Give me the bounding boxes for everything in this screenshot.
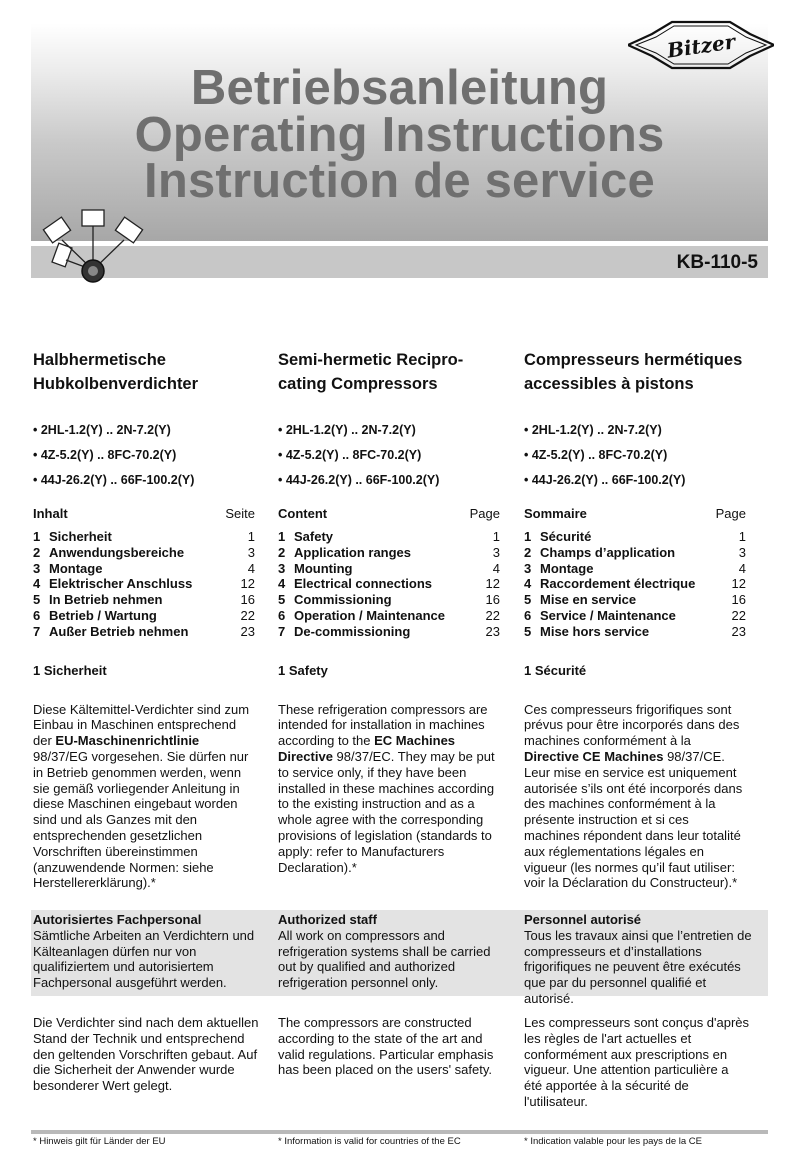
toc-page: 4 (247, 560, 255, 576)
toc-title: Application ranges (294, 544, 412, 560)
toc-row[interactable] (524, 529, 746, 545)
safety-paragraph (33, 702, 255, 892)
toc-row[interactable] (524, 592, 746, 608)
toc-page: 23 (485, 623, 500, 639)
staff-title: Personnel autorisé (524, 912, 642, 927)
footnote-french: * Indication valable pour les pays de la CE (524, 1136, 702, 1147)
toc-row[interactable] (33, 624, 255, 640)
safety-paragraph (524, 702, 746, 892)
toc-number: 6 (278, 607, 286, 623)
toc-title: Champs d’application (540, 544, 676, 560)
toc-number: 1 (524, 529, 532, 544)
toc-page: 23 (240, 623, 255, 639)
toc-number: 4 (33, 576, 41, 592)
product-heading (278, 348, 500, 400)
construction-paragraph-german: Die Verdichter sind nach dem aktuellen Stand der Technik und entsprechend den geltenden Vorschriften gebaut. Auf die Sicherheit der Anwender wurde besonderer Wert gelegt. (33, 1015, 259, 1094)
model-list (278, 421, 500, 496)
toc-row[interactable] (278, 592, 500, 608)
staff-text: Sämtliche Arbeiten an Verdichtern und Kälteanlagen dürfen nur von qualifiziertem und autorisiertem Fachpersonal ausgeführt werden. (33, 927, 255, 991)
footer-rule (31, 1130, 768, 1134)
heading-line: Compresseurs hermétiques (524, 351, 743, 369)
toc-title: Mise en service (540, 592, 637, 608)
paragraph-text: 98/37/EC. They may be put to service only, if they have been installed in these machines according to the existing instruction and as a whole agree with the corresponding provisions of legislation (standards to apply: refer to Manufacturers Declaration).* (278, 748, 495, 875)
toc-number: 3 (524, 560, 532, 576)
toc-header (524, 506, 746, 528)
toc-page: 1 (738, 529, 746, 544)
toc-number: 5 (524, 623, 532, 639)
toc-page: 4 (492, 560, 500, 576)
title-german: Betriebsanleitung (190, 61, 609, 115)
paragraph-text: Diese Kältemittel-Verdichter sind zum Einbau in Maschinen entsprechend der (33, 701, 250, 749)
toc-row[interactable] (278, 624, 500, 640)
paragraph-text: 98/37/EG vorgesehen. Sie dürfen nur in Betrieb genommen werden, wenn sie gemäß vorliegender Anleitung in diese Maschinen eingebaut worden sind und als Ganzes mit den entsprechenden gesetzlichen Vorschriften übereinstimmen (anzuwendende Normen: siehe Herstellererklärung).* (33, 748, 249, 891)
toc-label: Content (278, 506, 328, 521)
model-range: • 2HL-1.2(Y) .. 2N-7.2(Y) (278, 423, 416, 437)
table-of-contents (278, 529, 500, 640)
toc-page: 1 (492, 529, 500, 544)
section-title: 1 Safety (278, 662, 328, 678)
staff-title: Autorisiertes Fachpersonal (33, 912, 202, 927)
toc-row[interactable] (33, 561, 255, 577)
toc-page: 12 (240, 576, 255, 592)
toc-number: 5 (278, 592, 286, 608)
toc-title: In Betrieb nehmen (49, 592, 163, 608)
toc-title: Außer Betrieb nehmen (49, 623, 189, 639)
toc-label: Inhalt (33, 506, 68, 521)
toc-number: 6 (33, 607, 41, 623)
toc-title: Mise hors service (540, 623, 650, 639)
staff-title: Authorized staff (278, 912, 377, 927)
toc-header (278, 506, 500, 528)
title-english: Operating Instructions (134, 108, 665, 162)
toc-title: Montage (49, 560, 103, 576)
bitzer-logo (628, 20, 774, 70)
paragraph-text: These refrigeration compressors are intended for installation in machines according to the (278, 701, 488, 749)
model-range: • 4Z-5.2(Y) .. 8FC-70.2(Y) (33, 448, 177, 462)
toc-number: 2 (33, 544, 41, 560)
footnote-german: * Hinweis gilt für Länder der EU (33, 1136, 166, 1147)
toc-page: 16 (731, 592, 746, 608)
toc-row[interactable] (33, 529, 255, 545)
toc-title: Sicherheit (49, 529, 112, 544)
toc-page: 23 (731, 623, 746, 639)
toc-number: 7 (278, 623, 286, 639)
table-of-contents (524, 529, 746, 640)
model-range: • 2HL-1.2(Y) .. 2N-7.2(Y) (524, 423, 662, 437)
staff-text: Tous les travaux ainsi que l’entretien de compresseurs et d’installations frigorifiques ne peuvent être exécutés que par du personnel qualifié et autorisé. (524, 927, 752, 1006)
paragraph-text: 98/37/CE. Leur mise en service est uniquement autorisée s’ils ont été incorporés dans des machines conformément à la présente instruction et si ces machines répondent dans leur totalité aux réglementations légales en vigueur (les normes qu’il faut utiliser: voir la Déclaration du Constructeur).* (524, 748, 743, 891)
directive-name: EU-Maschinenrichtlinie (55, 733, 200, 749)
toc-number: 4 (524, 576, 532, 592)
toc-title: Operation / Maintenance (294, 607, 445, 623)
toc-row[interactable] (524, 561, 746, 577)
toc-row[interactable] (524, 545, 746, 561)
toc-title: Service / Maintenance (540, 607, 676, 623)
authorized-staff-french (524, 912, 754, 1007)
toc-page: 22 (485, 607, 500, 623)
toc-row[interactable] (278, 576, 500, 592)
model-list (524, 421, 746, 496)
toc-page-label: Seite (225, 506, 255, 521)
toc-page: 22 (240, 607, 255, 623)
heading-line: Hubkolbenverdichter (33, 375, 199, 393)
toc-page: 3 (738, 544, 746, 560)
toc-number: 7 (33, 623, 41, 639)
footnote-english: * Information is valid for countries of the EC (278, 1136, 461, 1147)
toc-row[interactable] (33, 545, 255, 561)
directive-name: EC Machines Directive (278, 733, 456, 764)
toc-row[interactable] (524, 576, 746, 592)
directive-name: Directive CE Machines (524, 748, 664, 764)
toc-number: 1 (33, 529, 41, 544)
toc-title: Sécurité (540, 529, 592, 544)
toc-page-label: Page (715, 506, 746, 521)
toc-page: 3 (492, 544, 500, 560)
toc-page: 3 (247, 544, 255, 560)
toc-number: 3 (278, 560, 286, 576)
toc-title: Anwendungsbereiche (49, 544, 185, 560)
toc-title: Raccordement électrique (540, 576, 696, 592)
authorized-staff-german (33, 912, 263, 991)
toc-page: 4 (738, 560, 746, 576)
product-heading (33, 348, 255, 400)
authorized-staff-english (278, 912, 508, 991)
toc-title: Electrical connections (294, 576, 432, 592)
column-english (278, 348, 500, 875)
paragraph-text: Ces compresseurs frigorifiques sont prévus pour être incorporés dans des machines conformément à la (524, 701, 740, 749)
toc-title: Mounting (294, 560, 353, 576)
heading-line: accessibles à pistons (524, 375, 694, 393)
toc-page: 16 (485, 592, 500, 608)
heading-line: Halbhermetische (33, 351, 166, 369)
product-heading (524, 348, 746, 400)
toc-row[interactable] (33, 592, 255, 608)
toc-number: 3 (33, 560, 41, 576)
model-range: • 44J-26.2(Y) .. 66F-100.2(Y) (278, 473, 440, 487)
toc-row[interactable] (278, 545, 500, 561)
toc-number: 4 (278, 576, 286, 592)
section-title: 1 Sicherheit (33, 662, 107, 678)
staff-text: All work on compressors and refrigeration systems shall be carried out by qualified and authorized refrigeration personnel only. (278, 927, 491, 991)
toc-page: 12 (485, 576, 500, 592)
column-german (33, 348, 255, 891)
construction-paragraph-english: The compressors are constructed according to the state of the art and valid regulations. Particular emphasis has been placed on the users' safety. (278, 1015, 494, 1078)
toc-page: 22 (731, 607, 746, 623)
toc-number: 2 (278, 544, 286, 560)
model-range: • 44J-26.2(Y) .. 66F-100.2(Y) (524, 473, 686, 487)
safety-paragraph (278, 702, 500, 876)
toc-title: De-commissioning (294, 623, 411, 639)
toc-number: 5 (33, 592, 41, 608)
table-of-contents (33, 529, 255, 640)
toc-header (33, 506, 255, 528)
title-french: Instruction de service (144, 154, 655, 208)
toc-number: 5 (524, 592, 532, 608)
section-title: 1 Sécurité (524, 662, 587, 678)
toc-row[interactable] (524, 608, 746, 624)
toc-row[interactable] (278, 561, 500, 577)
toc-page: 16 (240, 592, 255, 608)
compressor-illustration (38, 208, 148, 292)
model-list (33, 421, 255, 496)
model-range: • 44J-26.2(Y) .. 66F-100.2(Y) (33, 473, 195, 487)
heading-line: Semi-hermetic Recipro- (278, 351, 464, 369)
column-french (524, 348, 746, 891)
toc-page: 1 (247, 529, 255, 544)
construction-paragraph-french: Les compresseurs sont conçus d'après les règles de l'art actuelles et conformément aux prescriptions en vigueur. Une attention particulière a été apportée à la sécurité de l'utilisateur. (524, 1015, 750, 1109)
model-range: • 4Z-5.2(Y) .. 8FC-70.2(Y) (524, 448, 668, 462)
model-range: • 4Z-5.2(Y) .. 8FC-70.2(Y) (278, 448, 422, 462)
toc-title: Commissioning (294, 592, 392, 608)
toc-label: Sommaire (524, 506, 587, 521)
toc-number: 1 (278, 529, 286, 544)
toc-row[interactable] (278, 608, 500, 624)
toc-title: Elektrischer Anschluss (49, 576, 193, 592)
heading-line: cating Compressors (278, 375, 438, 393)
toc-number: 2 (524, 544, 532, 560)
toc-title: Safety (294, 529, 334, 544)
toc-row[interactable] (33, 608, 255, 624)
model-range: • 2HL-1.2(Y) .. 2N-7.2(Y) (33, 423, 171, 437)
document-number: KB-110-5 (676, 252, 758, 273)
toc-title: Betrieb / Wartung (49, 607, 157, 623)
toc-row[interactable] (33, 576, 255, 592)
toc-number: 6 (524, 607, 532, 623)
logo-text: Bitzer (665, 29, 737, 63)
toc-row[interactable] (278, 529, 500, 545)
toc-title: Montage (540, 560, 594, 576)
toc-page: 12 (731, 576, 746, 592)
toc-row[interactable] (524, 624, 746, 640)
toc-page-label: Page (469, 506, 500, 521)
